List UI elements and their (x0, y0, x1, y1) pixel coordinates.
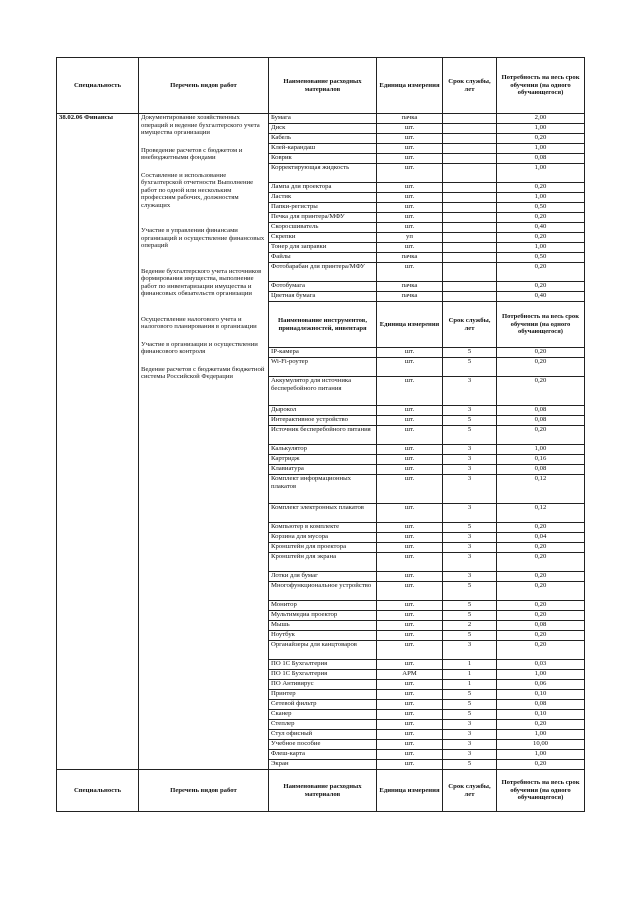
material-name: Тонер для заправки (269, 243, 377, 253)
material-unit: шт. (377, 243, 443, 253)
tool-term: 1 (443, 670, 497, 680)
footer-header-unit: Единица измерения (377, 770, 443, 812)
tool-name: ПО 1С Бухгалтерия (269, 670, 377, 680)
tool-term: 3 (443, 455, 497, 465)
material-unit: пачка (377, 282, 443, 292)
tool-need: 0,20 (497, 523, 585, 533)
tool-unit: шт. (377, 601, 443, 611)
tool-unit: шт. (377, 416, 443, 426)
material-term (443, 253, 497, 263)
material-need: 1,00 (497, 124, 585, 134)
tool-need: 0,20 (497, 720, 585, 730)
material-need: 0,20 (497, 263, 585, 282)
tool-term: 3 (443, 533, 497, 543)
tool-unit: шт. (377, 720, 443, 730)
tool-term: 5 (443, 601, 497, 611)
material-need: 0,40 (497, 292, 585, 302)
tool-need: 1,00 (497, 750, 585, 760)
tool-name: IP-камера (269, 348, 377, 358)
subheader-unit: Единица измерения (377, 302, 443, 348)
tool-need: 0,20 (497, 572, 585, 582)
tool-term: 3 (443, 730, 497, 740)
tool-unit: АРМ (377, 670, 443, 680)
tool-name: Компьютер в комплекте (269, 523, 377, 533)
tool-term: 5 (443, 700, 497, 710)
material-unit: пачка (377, 253, 443, 263)
material-term (443, 223, 497, 233)
material-unit: пачка (377, 292, 443, 302)
tool-unit: шт. (377, 465, 443, 475)
tool-need: 0,08 (497, 416, 585, 426)
tool-term: 3 (443, 465, 497, 475)
material-name: Лампа для проектора (269, 183, 377, 193)
material-need: 1,00 (497, 164, 585, 183)
tool-need: 0,20 (497, 377, 585, 406)
material-need: 0,20 (497, 282, 585, 292)
tool-unit: шт. (377, 641, 443, 660)
material-name: Бумага (269, 114, 377, 124)
tool-name: Комплект информационных плакатов (269, 475, 377, 504)
tool-name: ПО Антивирус (269, 680, 377, 690)
tool-need: 0,06 (497, 680, 585, 690)
material-unit: шт. (377, 203, 443, 213)
tool-need: 0,20 (497, 426, 585, 445)
tool-name: Аккумулятор для источника бесперебойного питания (269, 377, 377, 406)
tool-term: 5 (443, 760, 497, 770)
tool-need: 0,20 (497, 582, 585, 601)
tool-unit: шт. (377, 611, 443, 621)
tool-name: Калькулятор (269, 445, 377, 455)
material-name: Файлы (269, 253, 377, 263)
material-name: Фотобумага (269, 282, 377, 292)
subheader-name: Наименование инструментов, принадлежностей, инвентаря (269, 302, 377, 348)
material-term (443, 154, 497, 164)
tool-term: 3 (443, 504, 497, 523)
tool-term: 3 (443, 406, 497, 416)
material-need: 1,00 (497, 243, 585, 253)
tool-unit: шт. (377, 358, 443, 377)
header-need: Потребность на весь срок обучения (на одного обучающегося) (497, 58, 585, 114)
material-name: Папки-регистры (269, 203, 377, 213)
material-term (443, 292, 497, 302)
tool-term: 3 (443, 475, 497, 504)
tool-unit: шт. (377, 631, 443, 641)
material-name: Кабель (269, 134, 377, 144)
tool-name: Сетевой фильтр (269, 700, 377, 710)
material-term (443, 203, 497, 213)
tool-need: 0,08 (497, 465, 585, 475)
material-need: 0,50 (497, 253, 585, 263)
tool-name: Кронштейн для проектора (269, 543, 377, 553)
material-term (443, 282, 497, 292)
tool-term: 2 (443, 621, 497, 631)
tool-name: Мультимедиа проектор (269, 611, 377, 621)
specialty-code: 38.02.06 Финансы (57, 114, 139, 770)
material-term (443, 193, 497, 203)
tool-need: 10,00 (497, 740, 585, 750)
tool-name: Клавиатура (269, 465, 377, 475)
material-term (443, 134, 497, 144)
material-need: 0,20 (497, 213, 585, 223)
tool-unit: шт. (377, 475, 443, 504)
material-name: Фотобарабан для принтера/МФУ (269, 263, 377, 282)
material-term (443, 263, 497, 282)
tool-unit: шт. (377, 543, 443, 553)
tool-need: 0,20 (497, 760, 585, 770)
tool-need: 0,20 (497, 543, 585, 553)
tool-term: 5 (443, 690, 497, 700)
tool-name: Ноутбук (269, 631, 377, 641)
material-term (443, 233, 497, 243)
material-unit: шт. (377, 223, 443, 233)
tool-term: 3 (443, 740, 497, 750)
tool-name: Монитор (269, 601, 377, 611)
material-unit: пачка (377, 114, 443, 124)
tool-unit: шт. (377, 572, 443, 582)
footer-header-works: Перечень видов работ (139, 770, 269, 812)
tool-name: Стул офисный (269, 730, 377, 740)
tool-term: 5 (443, 611, 497, 621)
material-need: 1,00 (497, 144, 585, 154)
tool-term: 5 (443, 631, 497, 641)
tool-unit: шт. (377, 406, 443, 416)
material-unit: шт. (377, 164, 443, 183)
tool-need: 1,00 (497, 730, 585, 740)
tool-term: 3 (443, 750, 497, 760)
tool-term: 5 (443, 523, 497, 533)
tool-need: 0,20 (497, 348, 585, 358)
subheader-need: Потребность на весь срок обучения (на одного обучающегося) (497, 302, 585, 348)
tool-need: 0,16 (497, 455, 585, 465)
material-need: 0,20 (497, 183, 585, 193)
tool-name: Лотки для бумаг (269, 572, 377, 582)
material-need: 0,20 (497, 233, 585, 243)
table-footer-header-row (57, 770, 585, 812)
tool-name: Степлер (269, 720, 377, 730)
material-name: Печка для принтера/МФУ (269, 213, 377, 223)
tool-need: 0,08 (497, 621, 585, 631)
table-body (57, 114, 585, 770)
tool-term: 3 (443, 377, 497, 406)
work-item: Ведение бухгалтерского учета источников формирования имущества, выполнение работ по инвентаризации имущества и финансовых обязательств организации (141, 267, 262, 297)
tool-need: 1,00 (497, 670, 585, 680)
tool-name: Дырокол (269, 406, 377, 416)
work-item: Осуществление налогового учета и налогового планирования в организации (141, 315, 257, 330)
material-name: Цветная бумага (269, 292, 377, 302)
tool-name: Кронштейн для экрана (269, 553, 377, 572)
tool-unit: шт. (377, 680, 443, 690)
tool-unit: шт. (377, 523, 443, 533)
tool-term: 3 (443, 641, 497, 660)
material-need: 0,40 (497, 223, 585, 233)
tool-term: 5 (443, 426, 497, 445)
material-unit: шт. (377, 144, 443, 154)
tool-need: 0,20 (497, 601, 585, 611)
header-works: Перечень видов работ (139, 58, 269, 114)
header-materials: Наименование расходных материалов (269, 58, 377, 114)
tool-term: 3 (443, 572, 497, 582)
tool-term: 5 (443, 710, 497, 720)
footer-header-specialty: Специальность (57, 770, 139, 812)
subheader-term: Срок службы, лет (443, 302, 497, 348)
tool-name: Органайзеры для канцтоваров (269, 641, 377, 660)
material-unit: шт. (377, 213, 443, 223)
material-unit: шт. (377, 193, 443, 203)
material-unit: уп (377, 233, 443, 243)
tool-name: Экран (269, 760, 377, 770)
tool-name: Wi-Fi-роутер (269, 358, 377, 377)
material-unit: шт. (377, 154, 443, 164)
tool-unit: шт. (377, 750, 443, 760)
tool-unit: шт. (377, 348, 443, 358)
tool-name: Мышь (269, 621, 377, 631)
tool-need: 0,03 (497, 660, 585, 670)
tool-unit: шт. (377, 426, 443, 445)
work-item: Участие в управлении финансами организаций и осуществление финансовых операций (141, 227, 265, 249)
tool-need: 1,00 (497, 445, 585, 455)
tool-name: Флеш-карта (269, 750, 377, 760)
tool-term: 3 (443, 543, 497, 553)
tool-need: 0,12 (497, 475, 585, 504)
material-term (443, 114, 497, 124)
tool-term: 3 (443, 553, 497, 572)
material-name: Коврик (269, 154, 377, 164)
material-need: 2,00 (497, 114, 585, 124)
tool-unit: шт. (377, 455, 443, 465)
tool-unit: шт. (377, 740, 443, 750)
material-unit: шт. (377, 263, 443, 282)
tool-unit: шт. (377, 660, 443, 670)
tool-need: 0,08 (497, 406, 585, 416)
tool-need: 0,04 (497, 533, 585, 543)
requirements-table (56, 57, 585, 812)
tool-name: ПО 1С Бухгалтерия (269, 660, 377, 670)
tool-need: 0,20 (497, 611, 585, 621)
tool-need: 0,20 (497, 641, 585, 660)
material-term (443, 144, 497, 154)
work-item: Составление и использование бухгалтерской отчетности Выполнение работ по одной или нескольким профессиям рабочих, должностям служащих (141, 171, 254, 209)
table-header-row (57, 58, 585, 114)
header-unit: Единица измерения (377, 58, 443, 114)
tool-term: 3 (443, 445, 497, 455)
material-term (443, 164, 497, 183)
footer-header-term: Срок службы, лет (443, 770, 497, 812)
tool-need: 0,12 (497, 504, 585, 523)
tool-need: 0,10 (497, 690, 585, 700)
tool-unit: шт. (377, 710, 443, 720)
tool-unit: шт. (377, 760, 443, 770)
tool-unit: шт. (377, 582, 443, 601)
material-need: 0,08 (497, 154, 585, 164)
material-name: Скоросшиватель (269, 223, 377, 233)
material-need: 0,20 (497, 134, 585, 144)
tool-need: 0,20 (497, 553, 585, 572)
material-need: 0,50 (497, 203, 585, 213)
tool-term: 5 (443, 348, 497, 358)
tool-unit: шт. (377, 690, 443, 700)
material-row (57, 114, 585, 124)
tool-need: 0,20 (497, 358, 585, 377)
tool-unit: шт. (377, 504, 443, 523)
material-unit: шт. (377, 134, 443, 144)
tool-name: Источник бесперебойного питания (269, 426, 377, 445)
header-term: Срок службы, лет (443, 58, 497, 114)
works-list (139, 114, 269, 770)
header-specialty: Специальность (57, 58, 139, 114)
tool-need: 0,20 (497, 631, 585, 641)
material-term (443, 124, 497, 134)
work-item: Участие в организации и осуществлении финансового контроля (141, 340, 258, 355)
tool-name: Комплект электронных плакатов (269, 504, 377, 523)
material-unit: шт. (377, 124, 443, 134)
material-name: Диск (269, 124, 377, 134)
material-name: Ластик (269, 193, 377, 203)
tool-name: Многофункциональное устройство (269, 582, 377, 601)
tool-unit: шт. (377, 533, 443, 543)
tool-name: Корзина для мусора (269, 533, 377, 543)
tool-term: 5 (443, 416, 497, 426)
material-term (443, 213, 497, 223)
tool-term: 3 (443, 720, 497, 730)
tool-unit: шт. (377, 621, 443, 631)
tool-unit: шт. (377, 553, 443, 572)
tool-name: Принтер (269, 690, 377, 700)
footer-header-need: Потребность на весь срок обучения (на одного обучающегося) (497, 770, 585, 812)
material-term (443, 183, 497, 193)
material-name: Скрепки (269, 233, 377, 243)
tool-term: 5 (443, 582, 497, 601)
tool-name: Учебное пособие (269, 740, 377, 750)
material-name: Корректирующая жидкость (269, 164, 377, 183)
tool-name: Сканер (269, 710, 377, 720)
tool-unit: шт. (377, 377, 443, 406)
tool-unit: шт. (377, 445, 443, 455)
material-term (443, 243, 497, 253)
tool-unit: шт. (377, 700, 443, 710)
tool-need: 0,10 (497, 710, 585, 720)
tool-term: 5 (443, 358, 497, 377)
material-need: 1,00 (497, 193, 585, 203)
tool-name: Картридж (269, 455, 377, 465)
material-unit: шт. (377, 183, 443, 193)
work-item: Ведение расчетов с бюджетами бюджетной системы Российской Федерации (141, 365, 265, 380)
tool-term: 1 (443, 660, 497, 670)
tool-need: 0,08 (497, 700, 585, 710)
material-name: Клей-карандаш (269, 144, 377, 154)
tool-unit: шт. (377, 730, 443, 740)
work-item: Документирование хозяйственных операций и ведение бухгалтерского учета имущества организации (141, 114, 260, 136)
work-item: Проведение расчетов с бюджетом и внебюджетными фондами (141, 146, 243, 161)
footer-header-materials: Наименование расходных материалов (269, 770, 377, 812)
tool-term: 1 (443, 680, 497, 690)
tool-name: Интерактивное устройство (269, 416, 377, 426)
